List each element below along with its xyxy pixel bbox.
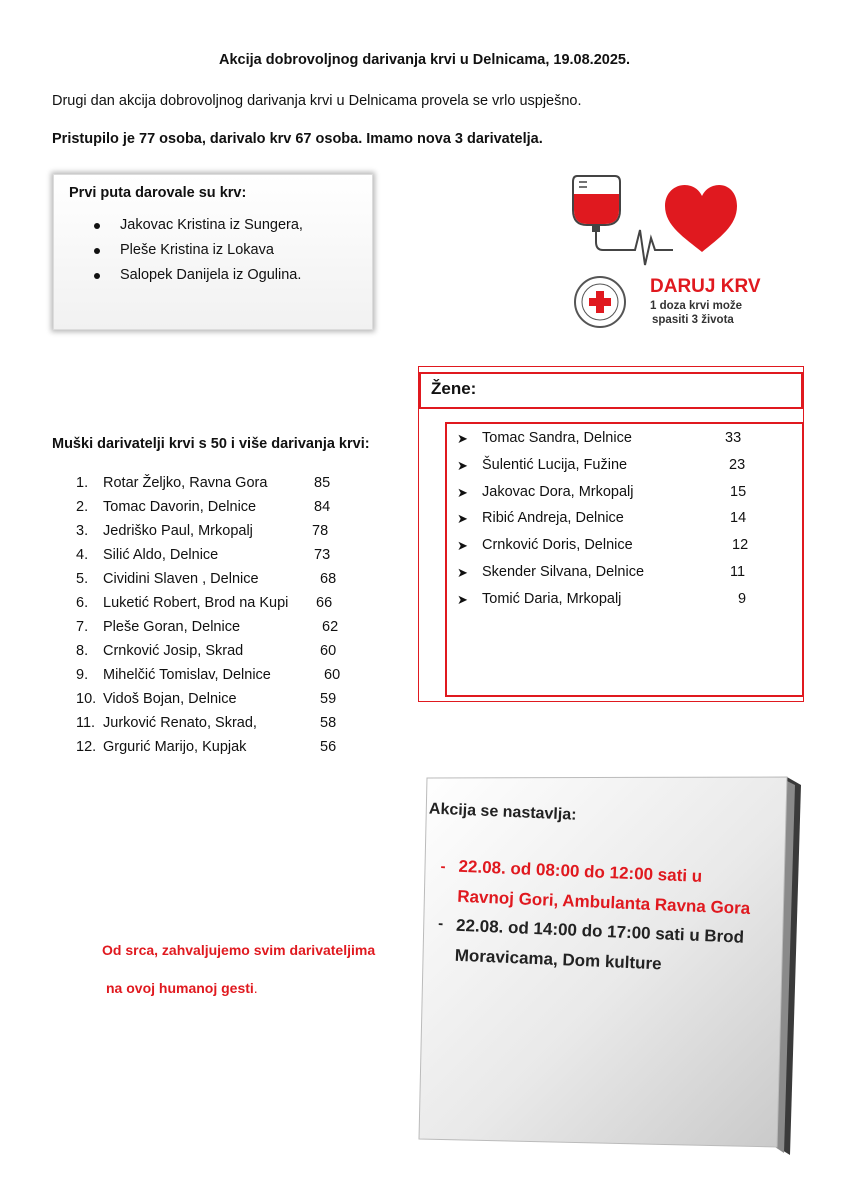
schedule-card	[415, 775, 805, 1165]
donation-count: 60	[320, 643, 337, 659]
donor-name: Luketić Robert, Brod na Kupi	[103, 595, 289, 611]
donation-count: 9	[738, 590, 747, 607]
donor-name: Ribić Andreja, Delnice	[482, 510, 624, 527]
table-row	[76, 735, 376, 759]
donor-name: Cividini Slaven , Delnice	[103, 571, 259, 587]
donor-name: Tomac Sandra, Delnice	[482, 430, 632, 446]
row-number: 4.	[76, 547, 89, 563]
blood-bag-icon	[573, 176, 623, 250]
table-row	[457, 559, 787, 586]
row-number: 3.	[76, 523, 89, 539]
donation-count: 60	[324, 667, 341, 683]
table-row	[76, 519, 376, 543]
schedule-item-1-line-1: 22.08. od 08:00 do 12:00 sati u	[458, 856, 703, 886]
table-row	[457, 586, 787, 613]
table-row	[76, 567, 376, 591]
table-row	[76, 471, 376, 495]
donation-count: 11	[730, 564, 746, 580]
men-donor-list	[76, 471, 376, 759]
donation-count: 33	[725, 430, 742, 446]
logo-subtitle-1: 1 doza krvi može	[650, 300, 743, 312]
list-item: Pleše Kristina iz Lokava	[94, 238, 303, 263]
donor-name: Šulentić Lucija, Fužine	[482, 456, 628, 473]
bullet-icon	[94, 273, 100, 279]
schedule-heading: Akcija se nastavlja:	[428, 800, 577, 824]
heart-icon	[665, 185, 737, 252]
intro-paragraph: Drugi dan akcija dobrovoljnog darivanja krvi u Delnicama provela se vrlo uspješno.	[52, 93, 582, 109]
donation-count: 68	[320, 571, 337, 587]
table-row	[76, 639, 376, 663]
schedule-item-2-line-2: Moravicama, Dom kulture	[454, 945, 662, 974]
arrow-bullet-icon: ➤	[457, 431, 468, 446]
table-row	[76, 495, 376, 519]
donation-count: 58	[320, 715, 337, 731]
first-time-heading: Prvi puta darovale su krv:	[69, 185, 247, 201]
donor-name: Jurković Renato, Skrad,	[103, 715, 257, 731]
table-row	[457, 479, 787, 506]
women-heading-box	[419, 372, 803, 409]
thanks-line-2: na ovoj humanoj gesti	[106, 980, 254, 996]
first-time-donors-box	[53, 174, 373, 330]
table-row	[76, 663, 376, 687]
page-title: Akcija dobrovoljnog darivanja krvi u Delnicama, 19.08.2025.	[218, 52, 630, 68]
donation-count: 66	[316, 595, 333, 611]
donation-count: 59	[320, 691, 337, 707]
donation-count: 84	[314, 499, 331, 515]
donor-name: Tomac Davorin, Delnice	[103, 499, 257, 515]
bullet-icon	[94, 248, 100, 254]
bullet-icon	[94, 223, 100, 229]
row-number: 6.	[76, 595, 89, 611]
arrow-bullet-icon: ➤	[457, 511, 468, 527]
donation-count: 15	[730, 483, 747, 500]
arrow-bullet-icon: ➤	[457, 484, 468, 500]
logo-subtitle-2: spasiti 3 života	[652, 314, 734, 326]
donation-count: 23	[729, 456, 746, 473]
donor-name: Skender Silvana, Delnice	[482, 564, 645, 580]
arrow-bullet-icon: ➤	[457, 565, 468, 580]
donor-name: Tomić Daria, Mrkopalj	[482, 590, 622, 607]
women-donor-list	[445, 422, 804, 697]
donor-name: Pleše Goran, Delnice	[103, 619, 241, 635]
table-row	[76, 543, 376, 567]
row-number: 10.	[76, 691, 97, 707]
women-heading: Žene:	[431, 379, 477, 398]
table-row	[457, 425, 787, 452]
donor-name: Crnković Doris, Delnice	[482, 537, 633, 554]
thanks-line-1: Od srca, zahvaljujemo svim darivateljima	[102, 942, 376, 958]
daruj-krv-logo	[565, 170, 761, 335]
arrow-bullet-icon: ➤	[457, 457, 468, 473]
row-number: 12.	[76, 739, 97, 755]
donor-name: Jedriško Paul, Mrkopalj	[103, 523, 253, 539]
donor-name: Crnković Josip, Skrad	[103, 643, 244, 659]
schedule-item-2-line-1: 22.08. od 14:00 do 17:00 sati u Brod	[455, 915, 745, 947]
row-number: 8.	[76, 643, 89, 659]
row-number: 2.	[76, 499, 89, 515]
table-row	[76, 687, 376, 711]
table-row	[76, 591, 376, 615]
row-number: 5.	[76, 571, 89, 587]
table-row	[457, 505, 787, 532]
donor-name: Vidoš Bojan, Delnice	[103, 691, 237, 707]
donor-name: Silić Aldo, Delnice	[103, 547, 219, 563]
donation-count: 62	[322, 619, 339, 635]
donor-name: Grgurić Marijo, Kupjak	[103, 739, 247, 755]
dash-1: -	[440, 858, 446, 876]
donation-count: 73	[314, 547, 331, 563]
row-number: 1.	[76, 475, 89, 491]
list-item: Salopek Danijela iz Ogulina.	[94, 263, 303, 288]
thanks-period: .	[253, 980, 258, 996]
row-number: 7.	[76, 619, 89, 635]
men-heading: Muški darivatelji krvi s 50 i više darivanja krvi:	[52, 436, 370, 452]
donation-count: 85	[314, 475, 331, 491]
donation-count: 78	[312, 523, 329, 539]
first-time-list	[94, 213, 303, 288]
summary-paragraph: Pristupilo je 77 osoba, darivalo krv 67 osoba. Imamo nova 3 darivatelja.	[52, 131, 543, 147]
row-number: 11.	[76, 715, 96, 731]
donor-name: Rotar Željko, Ravna Gora	[103, 475, 268, 491]
table-row	[457, 532, 787, 559]
row-number: 9.	[76, 667, 89, 683]
donor-name: Jakovac Dora, Mrkopalj	[482, 483, 634, 500]
schedule-item-1-line-2: Ravnoj Gori, Ambulanta Ravna Gora	[456, 886, 751, 919]
arrow-bullet-icon: ➤	[457, 591, 468, 607]
heartbeat-line-icon	[623, 230, 673, 265]
table-row	[76, 615, 376, 639]
donation-count: 12	[732, 537, 749, 554]
arrow-bullet-icon: ➤	[457, 538, 468, 554]
dash-2: -	[437, 914, 444, 933]
table-row	[457, 452, 787, 479]
donation-count: 14	[730, 510, 747, 527]
list-item: Jakovac Kristina iz Sungera,	[94, 213, 303, 238]
donation-count: 56	[320, 739, 337, 755]
logo-title: DARUJ KRV	[650, 276, 761, 297]
donor-name: Mihelčić Tomislav, Delnice	[103, 667, 271, 683]
thanks-message	[102, 931, 375, 1007]
red-cross-icon	[575, 277, 625, 327]
table-row	[76, 711, 376, 735]
